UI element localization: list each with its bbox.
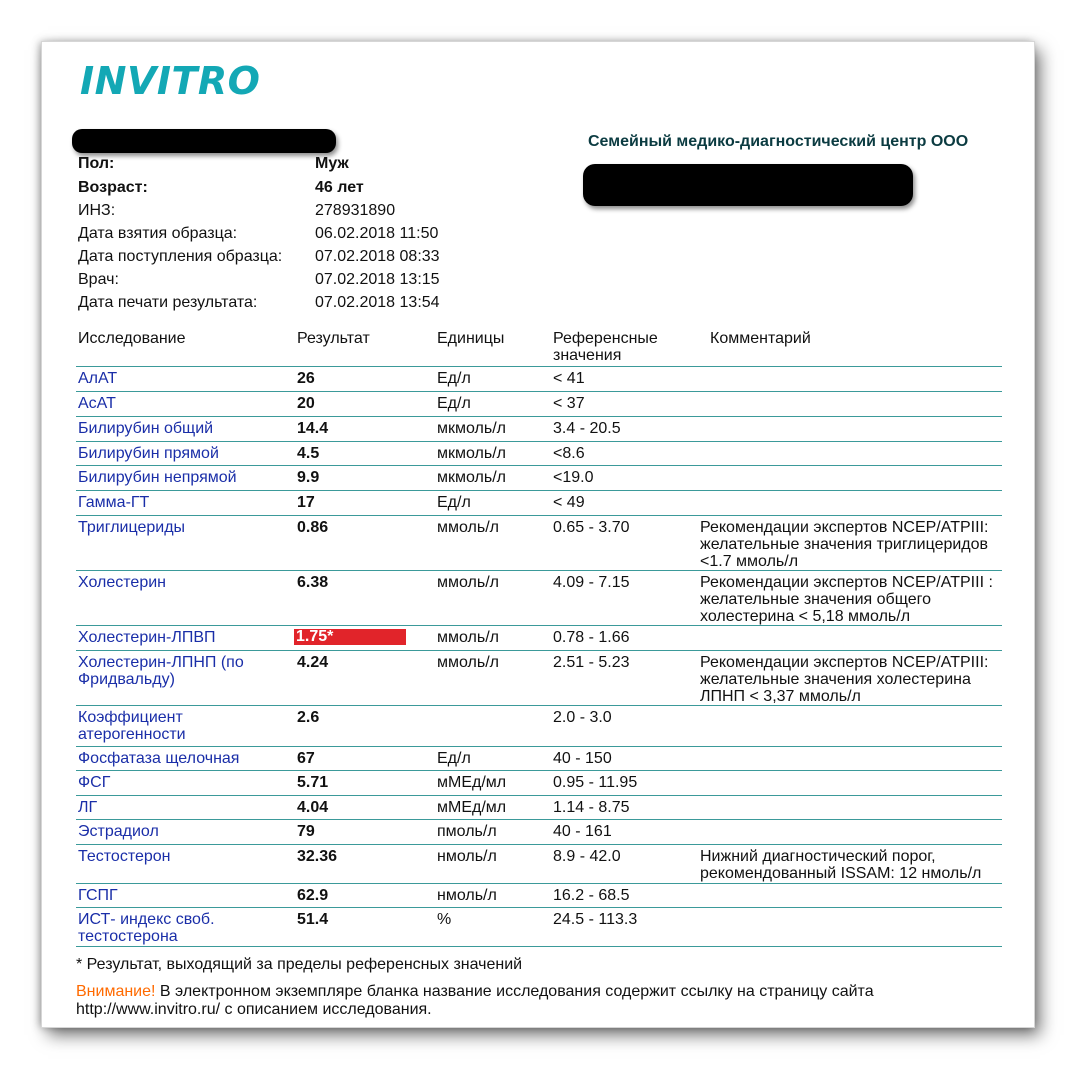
test-name-link[interactable]: Тестостерон (78, 848, 171, 865)
table-row (76, 651, 1002, 706)
table-row (76, 820, 1002, 845)
header-comment: Комментарий (710, 330, 811, 347)
result-value: 1.75* (294, 629, 406, 645)
info-label: Врач: (78, 271, 119, 288)
unit: Ед/л (437, 750, 471, 767)
unit: ммоль/л (437, 519, 499, 536)
comment: Рекомендации экспертов NCEP/ATPIII: желательные значения триглицеридов <1.7 ммоль/л (700, 519, 989, 570)
result-value: 4.5 (297, 445, 320, 462)
info-value: 07.02.2018 13:15 (315, 271, 440, 288)
reference-range: < 49 (553, 494, 585, 511)
result-value: 17 (297, 494, 315, 511)
reference-range: 0.78 - 1.66 (553, 629, 630, 646)
test-name-link[interactable]: Билирубин общий (78, 420, 214, 437)
notice-line1: В электронном экземпляре бланка название исследования содержит ссылку на страницу сайта (155, 983, 874, 1000)
test-name-link[interactable]: ИСТ- индекс своб. тестостерона (78, 911, 215, 945)
table-row (76, 706, 1002, 747)
reference-range: 8.9 - 42.0 (553, 848, 621, 865)
invitro-link[interactable]: http://www.invitro.ru/ с описанием исследования. (76, 1001, 432, 1018)
comment: Рекомендации экспертов NCEP/ATPIII : желательные значения общего холестерина < 5,18 ммоль/л (700, 574, 993, 625)
results-table (76, 328, 1002, 947)
result-value: 14.4 (297, 420, 329, 437)
result-value: 2.6 (297, 709, 320, 726)
info-value: Муж (315, 155, 349, 172)
header-reference: Референсные значения (553, 330, 658, 364)
table-row (76, 796, 1002, 820)
test-name-link[interactable]: АсАТ (78, 395, 116, 412)
table-row (76, 417, 1002, 442)
test-name-link[interactable]: Холестерин (78, 574, 166, 591)
test-name-link[interactable]: АлАТ (78, 370, 118, 387)
result-value: 67 (297, 750, 315, 767)
reference-range: 0.95 - 11.95 (553, 774, 638, 791)
comment: Рекомендации экспертов NCEP/ATPIII: желательные значения холестерина ЛПНП < 3,37 ммоль/л (700, 654, 989, 705)
notice (76, 983, 874, 1019)
unit: ммоль/л (437, 654, 499, 671)
unit: % (437, 911, 452, 928)
clinic-name: Семейный медико-диагностический центр ООО (588, 133, 969, 150)
table-body (76, 367, 1002, 947)
unit: ммоль/л (437, 629, 499, 646)
reference-range: 0.65 - 3.70 (553, 519, 630, 536)
table-row (76, 845, 1002, 884)
result-value: 62.9 (297, 887, 329, 904)
test-name-link[interactable]: Коэффициент атерогенности (78, 709, 186, 743)
info-value: 06.02.2018 11:50 (315, 225, 439, 242)
test-name-link[interactable]: Билирубин непрямой (78, 469, 237, 486)
header-test: Исследование (78, 330, 186, 347)
table-header (76, 328, 1002, 367)
table-row (76, 771, 1002, 796)
table-row (76, 367, 1002, 392)
info-label: Возраст: (78, 179, 148, 196)
header-result: Результат (297, 330, 370, 347)
info-value: 07.02.2018 13:54 (315, 294, 440, 311)
result-value: 4.04 (297, 799, 329, 816)
header-units: Единицы (437, 330, 505, 347)
unit: ммоль/л (437, 574, 499, 591)
unit: мкмоль/л (437, 469, 506, 486)
unit: мкмоль/л (437, 420, 506, 437)
reference-range: <19.0 (553, 469, 594, 486)
test-name-link[interactable]: ГСПГ (78, 887, 118, 904)
result-value: 32.36 (297, 848, 338, 865)
info-label: Дата взятия образца: (78, 225, 238, 242)
result-value: 26 (297, 370, 315, 387)
test-name-link[interactable]: ФСГ (78, 774, 111, 791)
info-label: ИНЗ: (78, 202, 116, 219)
table-row (76, 392, 1002, 417)
unit: нмоль/л (437, 887, 497, 904)
result-value: 4.24 (297, 654, 329, 671)
table-row (76, 516, 1002, 571)
test-name-link[interactable]: Триглицериды (78, 519, 186, 536)
reference-range: < 37 (553, 395, 585, 412)
info-label: Дата печати результата: (78, 294, 258, 311)
unit: мМЕд/мл (437, 799, 507, 816)
result-value: 0.86 (297, 519, 329, 536)
redacted-patient-name (72, 129, 336, 153)
info-label: Дата поступления образца: (78, 248, 283, 265)
unit: мкмоль/л (437, 445, 506, 462)
info-value: 278931890 (315, 202, 396, 219)
redacted-clinic-address (583, 164, 913, 206)
reference-range: 1.14 - 8.75 (553, 799, 630, 816)
result-value: 51.4 (297, 911, 329, 928)
notice-warning: Внимание! (76, 983, 156, 1000)
info-label: Пол: (78, 155, 115, 172)
reference-range: 24.5 - 113.3 (553, 911, 638, 928)
result-value: 79 (297, 823, 315, 840)
test-name-link[interactable]: Фосфатаза щелочная (78, 750, 240, 767)
result-value: 9.9 (297, 469, 320, 486)
table-row (76, 747, 1002, 771)
table-row (76, 442, 1002, 466)
test-name-link[interactable]: ЛГ (78, 799, 98, 816)
reference-range: 3.4 - 20.5 (553, 420, 621, 437)
reference-range: 16.2 - 68.5 (553, 887, 630, 904)
test-name-link[interactable]: Холестерин-ЛПНП (по Фридвальду) (78, 654, 244, 688)
test-name-link[interactable]: Холестерин-ЛПВП (78, 629, 216, 646)
unit: нмоль/л (437, 848, 497, 865)
table-row (76, 908, 1002, 947)
table-row (76, 571, 1002, 626)
result-value: 5.71 (297, 774, 329, 791)
reference-range: 4.09 - 7.15 (553, 574, 630, 591)
info-value: 07.02.2018 08:33 (315, 248, 440, 265)
table-row (76, 884, 1002, 908)
invitro-logo: INVITRO (80, 59, 261, 103)
reference-range: 2.51 - 5.23 (553, 654, 630, 671)
test-name-link[interactable]: Билирубин прямой (78, 445, 219, 462)
unit: Ед/л (437, 370, 471, 387)
table-row (76, 626, 1002, 651)
reference-range: < 41 (553, 370, 585, 387)
footnote: * Результат, выходящий за пределы референсных значений (76, 956, 523, 973)
unit: Ед/л (437, 494, 471, 511)
unit: пмоль/л (437, 823, 497, 840)
unit: Ед/л (437, 395, 471, 412)
table-row (76, 491, 1002, 516)
unit: мМЕд/мл (437, 774, 507, 791)
reference-range: 2.0 - 3.0 (553, 709, 612, 726)
result-value: 6.38 (297, 574, 329, 591)
test-name-link[interactable]: Гамма-ГТ (78, 494, 150, 511)
test-name-link[interactable]: Эстрадиол (78, 823, 159, 840)
lab-report-sheet (42, 42, 1034, 1027)
info-value: 46 лет (315, 179, 364, 196)
comment: Нижний диагностический порог, рекомендованный ISSAM: 12 нмоль/л (700, 848, 982, 882)
reference-range: 40 - 161 (553, 823, 612, 840)
table-row (76, 466, 1002, 491)
reference-range: <8.6 (553, 445, 585, 462)
reference-range: 40 - 150 (553, 750, 612, 767)
result-value: 20 (297, 395, 315, 412)
